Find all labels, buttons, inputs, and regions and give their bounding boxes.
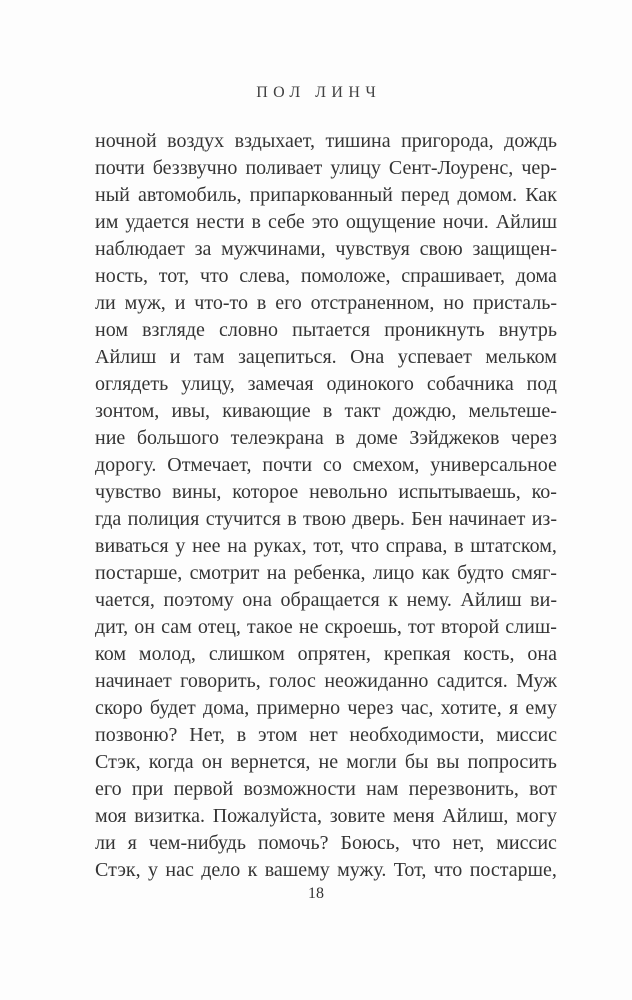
text-line: скоро будет дома, примерно через час, хотите, я ему [95, 697, 557, 719]
text-line: ность, тот, что слева, помоложе, спрашивает, дома [95, 265, 557, 287]
text-line: Стэк, у нас дело к вашему мужу. Тот, что постарше, [95, 859, 557, 881]
text-line: его при первой возможности нам перезвонить, вот [95, 778, 557, 800]
text-line: Стэк, когда он вернется, не могли бы вы попросить [95, 751, 557, 773]
text-line: оглядеть улицу, замечая одинокого собачника под [95, 373, 557, 395]
text-line: моя визитка. Пожалуйста, зовите меня Айлиш, могу [95, 805, 557, 827]
text-line: ние большого телеэкрана в доме Зэйджеков через [95, 427, 557, 449]
text-line: начинает говорить, голос неожиданно садится. Муж [95, 670, 557, 692]
text-line: ночной воздух вздыхает, тишина пригорода, дождь [95, 130, 557, 152]
text-line: дит, он сам отец, такое не скроешь, тот второй слиш- [95, 616, 557, 638]
running-header: ПОЛ ЛИНЧ [256, 84, 382, 101]
text-line: позвоню? Нет, в этом нет необходимости, миссис [95, 724, 557, 746]
text-line: постарше, смотрит на ребенка, лицо как будто смяг- [95, 562, 557, 584]
text-line: Айлиш и там зацепиться. Она успевает мельком [95, 346, 557, 368]
text-line: наблюдает за мужчинами, чувствуя свою защищен- [95, 238, 557, 260]
text-line: зонтом, ивы, кивающие в такт дождю, мельтеше- [95, 400, 557, 422]
body-text [95, 128, 557, 884]
text-line: чается, поэтому она обращается к нему. Айлиш ви- [95, 589, 557, 611]
page-number: 18 [308, 885, 324, 902]
text-line: виваться у нее на руках, тот, что справа, в штатском, [95, 535, 557, 557]
text-line: дорогу. Отмечает, почти со смехом, универсальное [95, 454, 557, 476]
text-line: ли муж, и что-то в его отстраненном, но присталь- [95, 292, 557, 314]
text-line: им удается нести в себе это ощущение ночи. Айлиш [95, 211, 557, 233]
text-line: ли я чем-нибудь помочь? Боюсь, что нет, миссис [95, 832, 557, 854]
text-line: гда полиция стучится в твою дверь. Бен начинает из- [95, 508, 557, 530]
text-line: ком молод, слишком опрятен, крепкая кость, она [95, 643, 557, 665]
text-line: ном взгляде словно пытается проникнуть внутрь [95, 319, 557, 341]
text-line: ный автомобиль, припаркованный перед домом. Как [95, 184, 557, 206]
text-line: почти беззвучно поливает улицу Сент-Лоуренс, чер- [95, 157, 557, 179]
text-line: чувство вины, которое невольно испытываешь, ко- [95, 481, 557, 503]
